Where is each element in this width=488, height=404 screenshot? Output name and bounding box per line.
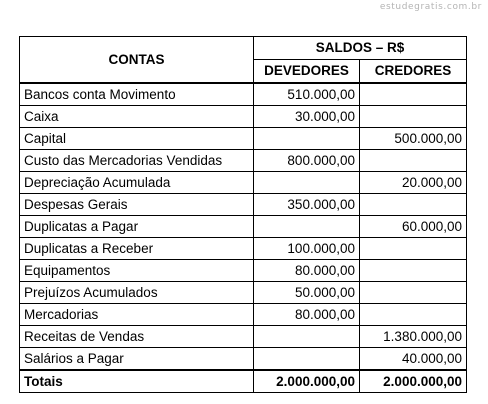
totals-devedor: 2.000.000,00 [254,370,360,393]
credit-balance-cell [360,260,467,282]
account-name-cell: Receitas de Vendas [20,326,254,348]
table-header [20,37,467,84]
credit-balance-cell [360,304,467,326]
debit-balance-cell: 510.000,00 [254,83,360,106]
table-row [20,326,467,348]
header-saldos: SALDOS – R$ [254,37,467,60]
credit-balance-cell [360,150,467,172]
table-row [20,106,467,128]
credit-balance-cell [360,238,467,260]
table-row [20,348,467,371]
account-name-cell: Capital [20,128,254,150]
totals-label: Totais [20,370,254,393]
trial-balance-table [19,36,467,393]
table-row [20,83,467,106]
account-name-cell: Depreciação Acumulada [20,172,254,194]
totals-row [20,370,467,393]
header-devedores: DEVEDORES [254,60,360,84]
table-body [20,83,467,370]
table-row [20,282,467,304]
debit-balance-cell: 350.000,00 [254,194,360,216]
debit-balance-cell: 30.000,00 [254,106,360,128]
table-row [20,260,467,282]
account-name-cell: Equipamentos [20,260,254,282]
account-name-cell: Mercadorias [20,304,254,326]
header-credores: CREDORES [360,60,467,84]
header-contas: CONTAS [20,37,254,84]
account-name-cell: Duplicatas a Pagar [20,216,254,238]
debit-balance-cell: 80.000,00 [254,304,360,326]
debit-balance-cell [254,348,360,371]
credit-balance-cell: 1.380.000,00 [360,326,467,348]
site-watermark: estudegratis.com.br [379,2,482,12]
credit-balance-cell [360,83,467,106]
account-name-cell: Despesas Gerais [20,194,254,216]
debit-balance-cell [254,128,360,150]
table-row [20,172,467,194]
credit-balance-cell: 40.000,00 [360,348,467,371]
debit-balance-cell: 100.000,00 [254,238,360,260]
table-row [20,150,467,172]
credit-balance-cell [360,106,467,128]
debit-balance-cell [254,326,360,348]
credit-balance-cell: 500.000,00 [360,128,467,150]
credit-balance-cell: 60.000,00 [360,216,467,238]
account-name-cell: Bancos conta Movimento [20,83,254,106]
table-row [20,128,467,150]
credit-balance-cell [360,194,467,216]
debit-balance-cell: 800.000,00 [254,150,360,172]
account-name-cell: Prejuízos Acumulados [20,282,254,304]
debit-balance-cell [254,172,360,194]
debit-balance-cell: 80.000,00 [254,260,360,282]
debit-balance-cell: 50.000,00 [254,282,360,304]
table-row [20,194,467,216]
table-row [20,238,467,260]
totals-credor: 2.000.000,00 [360,370,467,393]
account-name-cell: Custo das Mercadorias Vendidas [20,150,254,172]
credit-balance-cell [360,282,467,304]
table-row [20,216,467,238]
account-name-cell: Salários a Pagar [20,348,254,371]
debit-balance-cell [254,216,360,238]
account-name-cell: Caixa [20,106,254,128]
table-row [20,304,467,326]
account-name-cell: Duplicatas a Receber [20,238,254,260]
credit-balance-cell: 20.000,00 [360,172,467,194]
